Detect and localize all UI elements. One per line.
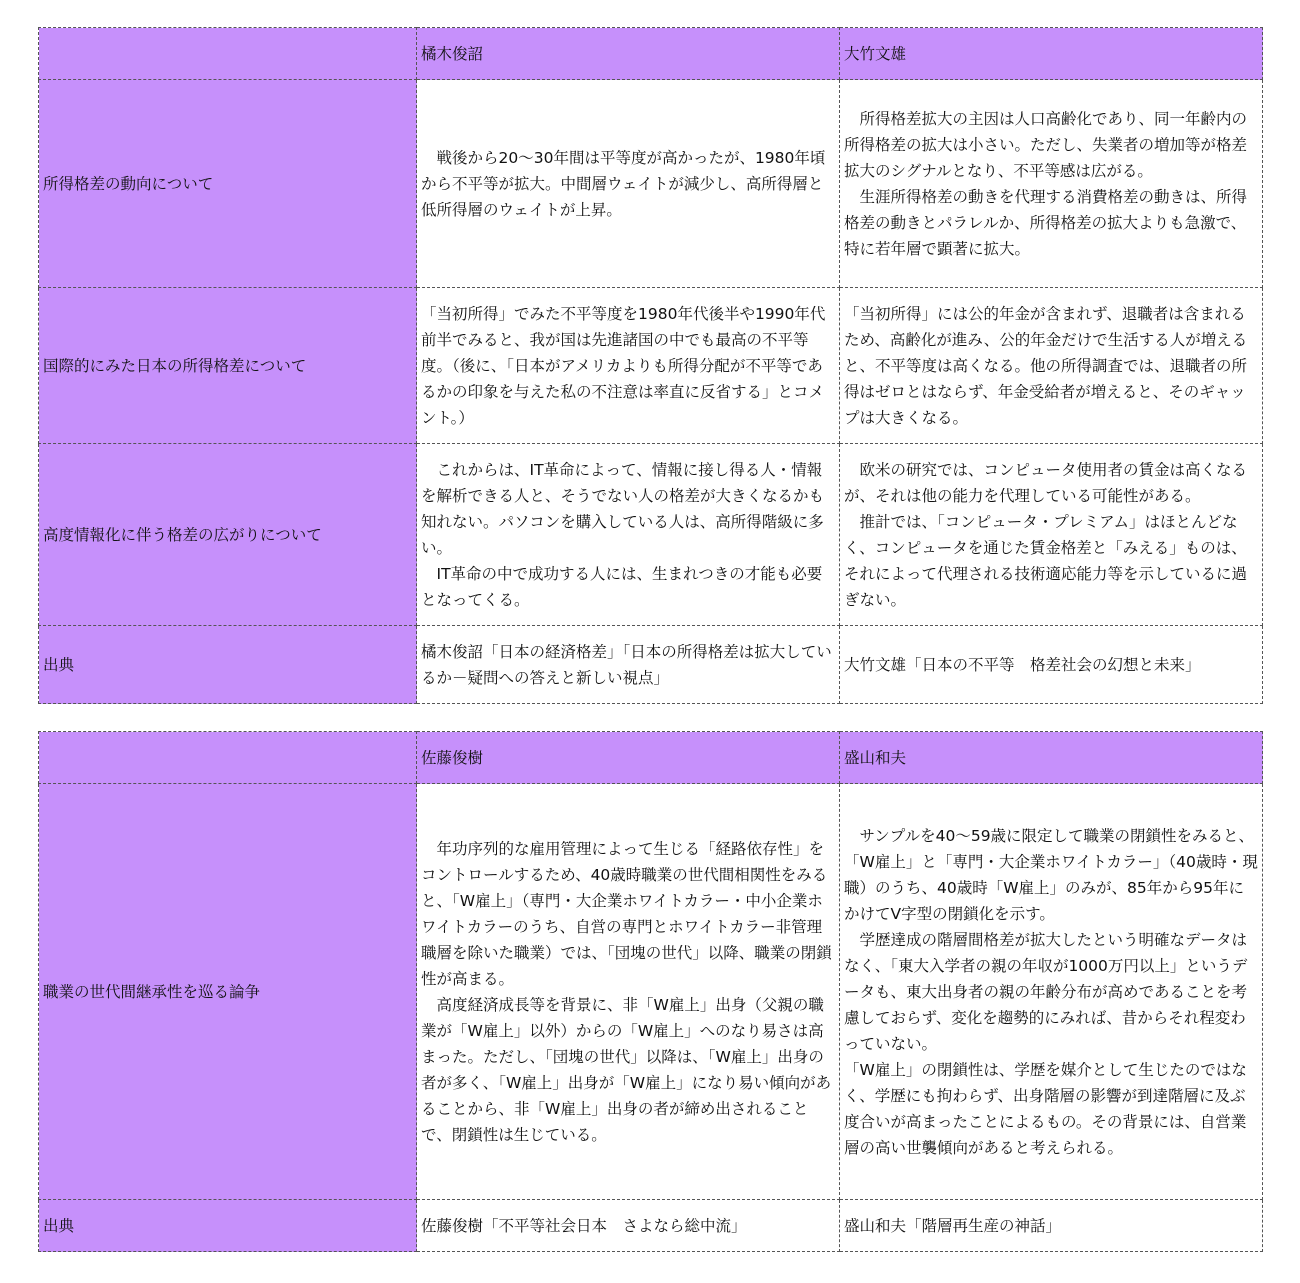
row-label: 国際的にみた日本の所得格差について bbox=[39, 288, 417, 444]
table-row bbox=[39, 80, 1263, 288]
source-cell: 佐藤俊樹「不平等社会日本 さよなら総中流」 bbox=[417, 1200, 840, 1252]
source-row bbox=[39, 626, 1263, 704]
author-header: 橘木俊詔 bbox=[417, 28, 840, 80]
table-row bbox=[39, 784, 1263, 1200]
source-cell: 盛山和夫「階層再生産の神話」 bbox=[840, 1200, 1263, 1252]
author-header: 盛山和夫 bbox=[840, 732, 1263, 784]
source-cell: 大竹文雄「日本の不平等 格差社会の幻想と未来」 bbox=[840, 626, 1263, 704]
header-row bbox=[39, 732, 1263, 784]
author-header: 大竹文雄 bbox=[840, 28, 1263, 80]
table-cell: 所得格差拡大の主因は人口高齢化であり、同一年齢内の所得格差の拡大は小さい。ただし、失業者の増加等が格差拡大のシグナルとなり、不平等感は広がる。 生涯所得格差の動きを代理する消費格差の動きは、所得格差の動きとパラレルか、所得格差の拡大よりも急激で、特に若年層で顕著に拡大。 bbox=[840, 80, 1263, 288]
header-corner-cell bbox=[39, 28, 417, 80]
author-header: 佐藤俊樹 bbox=[417, 732, 840, 784]
row-label: 職業の世代間継承性を巡る論争 bbox=[39, 784, 417, 1200]
table-row bbox=[39, 288, 1263, 444]
table-cell: 年功序列的な雇用管理によって生じる「経路依存性」をコントロールするため、40歳時職業の世代間相関性をみると、「W雇上」（専門・大企業ホワイトカラー・中小企業ホワイトカラーのうち、自営の専門とホワイトカラー非管理職層を除いた職業）では、「団塊の世代」以降、職業の閉鎖性が高まる。 高度経済成長等を背景に、非「W雇上」出身（父親の職業が「W雇上」以外）からの「W雇上」へのなり易さは高まった。ただし、「団塊の世代」以降は、「W雇上」出身の者が多く、「W雇上」出身が「W雇上」になり易い傾向があることから、非「W雇上」出身の者が締め出されることで、閉鎖性は生じている。 bbox=[417, 784, 840, 1200]
table-cell: 欧米の研究では、コンピュータ使用者の賃金は高くなるが、それは他の能力を代理している可能性がある。 推計では、「コンピュータ・プレミアム」はほとんどなく、コンピュータを通じた賃金格差と「みえる」ものは、それによって代理される技術適応能力等を示しているに過ぎない。 bbox=[840, 444, 1263, 626]
table-cell: 「当初所得」でみた不平等度を1980年代後半や1990年代前半でみると、我が国は先進諸国の中でも最高の不平等度。（後に、「日本がアメリカよりも所得分配が不平等であるかの印象を与えた私の不注意は率直に反省する」とコメント。） bbox=[417, 288, 840, 444]
table-cell: サンプルを40～59歳に限定して職業の閉鎖性をみると、「W雇上」と「専門・大企業ホワイトカラー」（40歳時・現職）のうち、40歳時「W雇上」のみが、85年から95年にかけてV字型の閉鎖化を示す。 学歴達成の階層間格差が拡大したという明確なデータはなく、「東大入学者の親の年収が1000万円以上」というデータも、東大出身者の親の年齢分布が高めであることを考慮しておらず、変化を趨勢的にみれば、昔からそれ程変わっていない。 「W雇上」の閉鎖性は、学歴を媒介として生じたのではなく、学歴にも拘わらず、出身階層の影響が到達階層に及ぶ度合いが高まったことによるもの。その背景には、自営業層の高い世襲傾向があると考えられる。 bbox=[840, 784, 1263, 1200]
table-cell: 戦後から20～30年間は平等度が高かったが、1980年頃から不平等が拡大。中間層ウェイトが減少し、高所得層と低所得層のウェイトが上昇。 bbox=[417, 80, 840, 288]
comparison-table-1 bbox=[38, 27, 1263, 704]
row-label: 所得格差の動向について bbox=[39, 80, 417, 288]
source-row bbox=[39, 1200, 1263, 1252]
row-label: 高度情報化に伴う格差の広がりについて bbox=[39, 444, 417, 626]
row-label: 出典 bbox=[39, 1200, 417, 1252]
table-row bbox=[39, 444, 1263, 626]
comparison-table-2 bbox=[38, 731, 1263, 1252]
table-cell: 「当初所得」には公的年金が含まれず、退職者は含まれるため、高齢化が進み、公的年金だけで生活する人が増えると、不平等度は高くなる。他の所得調査では、退職者の所得はゼロとはならず、年金受給者が増えると、そのギャップは大きくなる。 bbox=[840, 288, 1263, 444]
row-label: 出典 bbox=[39, 626, 417, 704]
header-row bbox=[39, 28, 1263, 80]
table-cell: これからは、IT革命によって、情報に接し得る人・情報を解析できる人と、そうでない人の格差が大きくなるかも知れない。パソコンを購入している人は、高所得階級に多い。 IT革命の中で成功する人には、生まれつきの才能も必要となってくる。 bbox=[417, 444, 840, 626]
source-cell: 橘木俊詔「日本の経済格差」「日本の所得格差は拡大しているか－疑問への答えと新しい視点」 bbox=[417, 626, 840, 704]
header-corner-cell bbox=[39, 732, 417, 784]
